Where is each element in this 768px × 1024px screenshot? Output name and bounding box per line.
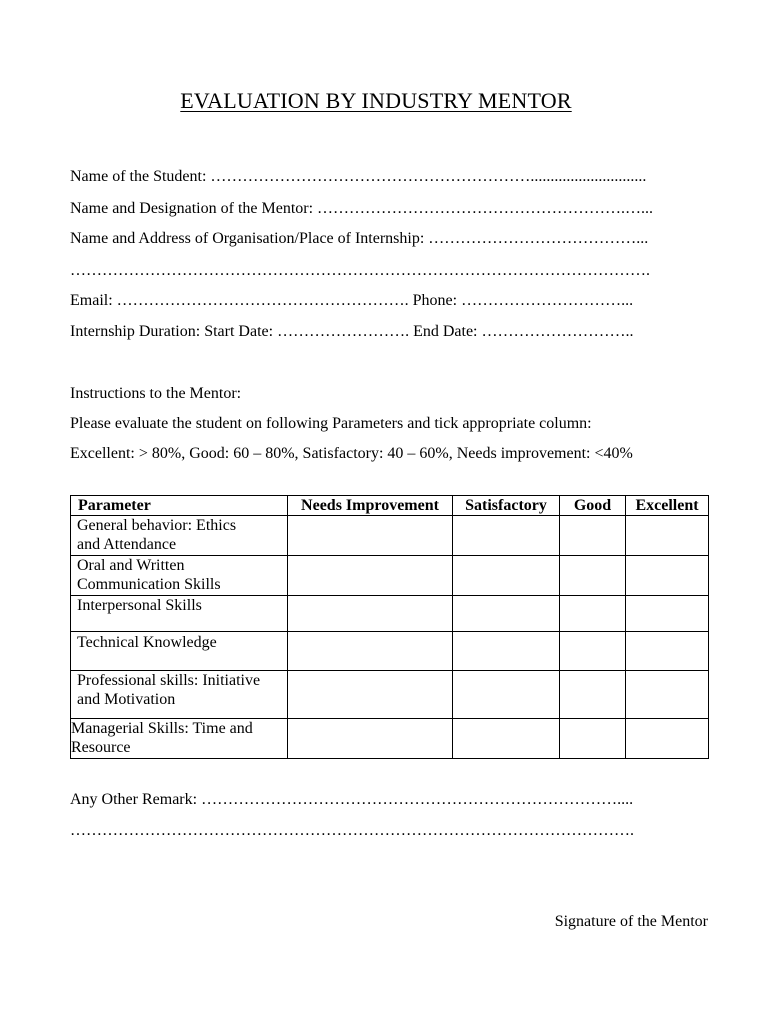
parameter-cell: [71, 516, 288, 556]
parameter-label-continued: Resource: [71, 739, 131, 756]
good-cell[interactable]: [560, 719, 626, 759]
table-row: [71, 719, 709, 759]
needs-improvement-cell[interactable]: [288, 596, 453, 632]
table-row: [71, 632, 709, 671]
header-satisfactory: Satisfactory: [453, 496, 560, 516]
parameter-cell: [71, 596, 288, 632]
satisfactory-cell[interactable]: [453, 516, 560, 556]
parameter-cell: [71, 632, 288, 671]
good-cell[interactable]: [560, 516, 626, 556]
table-row: [71, 671, 709, 719]
parameter-label: Managerial Skills: Time and: [71, 720, 253, 737]
table-row: [71, 596, 709, 632]
instructions-text: Please evaluate the student on following Parameters and tick appropriate column:: [70, 415, 592, 432]
excellent-cell[interactable]: [626, 671, 709, 719]
evaluation-table: [70, 495, 709, 759]
parameter-cell: [71, 719, 288, 759]
organisation-field-continued: ……………………………………………………………………………………………….: [70, 262, 650, 279]
satisfactory-cell[interactable]: [453, 671, 560, 719]
satisfactory-cell[interactable]: [453, 556, 560, 596]
table-header-row: [71, 496, 709, 516]
excellent-cell[interactable]: [626, 556, 709, 596]
excellent-cell[interactable]: [626, 632, 709, 671]
parameter-label-continued: Communication Skills: [77, 576, 221, 593]
mentor-signature-label: Signature of the Mentor: [554, 913, 708, 930]
instructions-heading: Instructions to the Mentor:: [70, 385, 242, 402]
parameter-label: Oral and Written: [77, 557, 185, 574]
parameter-label: Interpersonal Skills: [77, 597, 202, 614]
good-cell[interactable]: [560, 556, 626, 596]
good-cell[interactable]: [560, 632, 626, 671]
parameter-cell: [71, 556, 288, 596]
satisfactory-cell[interactable]: [453, 632, 560, 671]
rating-scale-text: Excellent: > 80%, Good: 60 – 80%, Satisfactory: 40 – 60%, Needs improvement: <40%: [70, 445, 633, 462]
header-needs-improvement: Needs Improvement: [288, 496, 453, 516]
parameter-label: General behavior: Ethics: [77, 517, 237, 534]
needs-improvement-cell[interactable]: [288, 516, 453, 556]
excellent-cell[interactable]: [626, 596, 709, 632]
good-cell[interactable]: [560, 596, 626, 632]
parameter-label: Professional skills: Initiative: [77, 672, 261, 689]
remark-field-continued: …………………………………………………………………………………………….: [70, 822, 634, 839]
needs-improvement-cell[interactable]: [288, 719, 453, 759]
header-good: Good: [560, 496, 626, 516]
excellent-cell[interactable]: [626, 719, 709, 759]
good-cell[interactable]: [560, 671, 626, 719]
needs-improvement-cell[interactable]: [288, 556, 453, 596]
needs-improvement-cell[interactable]: [288, 632, 453, 671]
parameter-label-continued: and Motivation: [77, 691, 176, 708]
remark-field: Any Other Remark: ……………………………………………………………………....: [70, 791, 634, 808]
header-parameter: Parameter: [71, 496, 288, 516]
satisfactory-cell[interactable]: [453, 719, 560, 759]
needs-improvement-cell[interactable]: [288, 671, 453, 719]
satisfactory-cell[interactable]: [453, 596, 560, 632]
email-phone-field: Email: ………………………………………………. Phone: …………………………...: [70, 292, 634, 309]
page-title: EVALUATION BY INDUSTRY MENTOR: [180, 88, 572, 113]
parameter-cell: [71, 671, 288, 719]
excellent-cell[interactable]: [626, 516, 709, 556]
parameter-label-continued: and Attendance: [77, 536, 177, 553]
table-row: [71, 516, 709, 556]
organisation-field: Name and Address of Organisation/Place of Internship: …………………………………...: [70, 230, 649, 247]
header-excellent: Excellent: [626, 496, 709, 516]
student-name-field: Name of the Student: …………………………………………………….............................: [70, 168, 647, 185]
mentor-name-field: Name and Designation of the Mentor: ………………………………………………….…...: [70, 200, 654, 217]
table-row: [71, 556, 709, 596]
internship-duration-field: Internship Duration: Start Date: ……………………. End Date: ………………………..: [70, 323, 634, 340]
parameter-label: Technical Knowledge: [77, 634, 217, 651]
